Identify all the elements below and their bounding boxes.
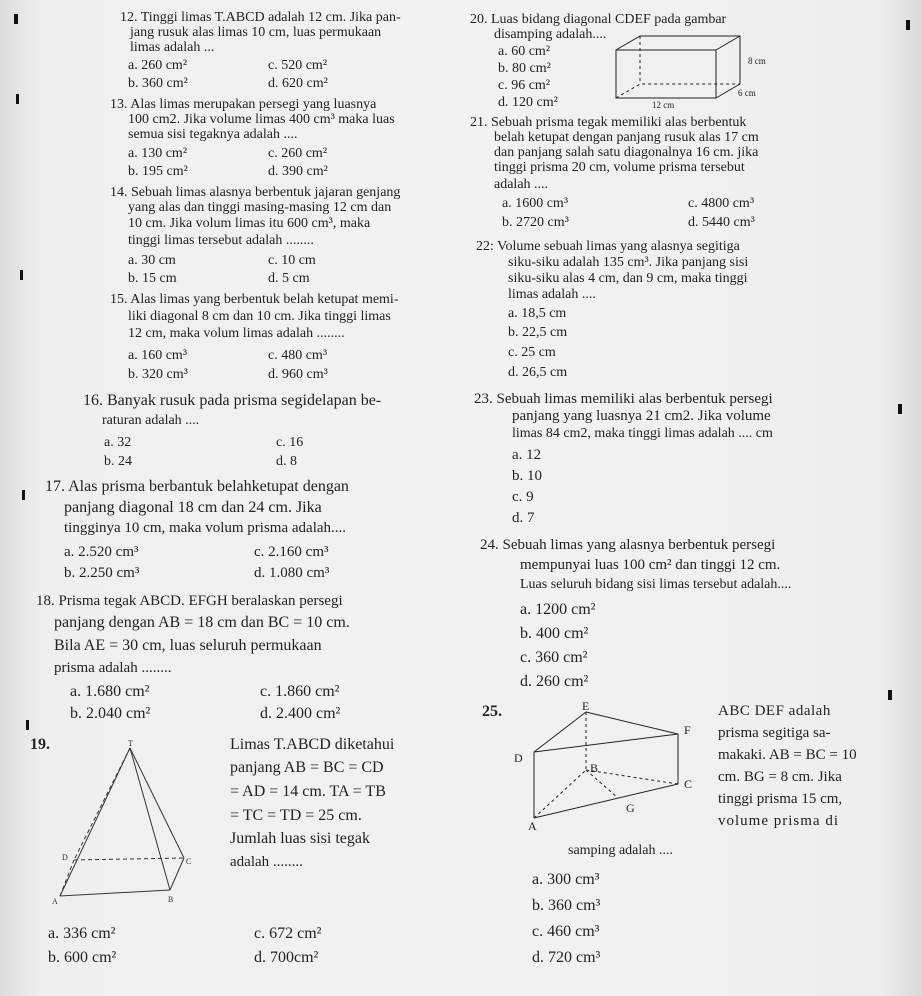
option-c[interactable]: c. 25 cm [508,345,556,360]
left-edge-mark [16,94,19,104]
question-stem: mempunyai luas 100 cm² dan tinggi 12 cm. [520,557,781,573]
question-stem: Bila AE = 30 cm, luas seluruh permukaan [54,637,322,654]
question-stem: dan panjang salah satu diagonalnya 16 cm. jika [494,145,759,160]
option-c[interactable]: c. 480 cm³ [268,348,328,363]
pyramid-figure [44,738,190,908]
question-stem: 17. Alas prisma berbantuk belahketupat dengan [45,478,349,495]
question-number: 25. [482,703,502,720]
option-d[interactable]: d. 26,5 cm [508,365,568,380]
question-stem: limas adalah ... [130,40,215,55]
option-d[interactable]: d. 5 cm [268,271,310,286]
triangular-prism-figure [500,700,718,834]
option-d[interactable]: d. 1.080 cm³ [254,565,330,581]
question-stem: tinggi prisma 15 cm, [718,791,843,807]
option-b[interactable]: b. 10 [512,468,542,484]
question-stem: semua sisi tegaknya adalah .... [128,127,298,142]
option-b[interactable]: b. 2.040 cm² [70,705,151,722]
question-stem: 18. Prisma tegak ABCD. EFGH beralaskan persegi [36,593,343,609]
left-edge-mark [22,490,25,500]
right-edge-mark [906,20,910,30]
question-stem: siku-siku alas 4 cm, dan 9 cm, maka tinggi [508,271,748,286]
option-b[interactable]: b. 360 cm² [128,76,188,91]
question-stem: Luas seluruh bidang sisi limas tersebut adalah.... [520,577,792,592]
length-label: 12 cm [652,100,675,110]
option-c[interactable]: c. 2.160 cm³ [254,544,329,560]
option-a[interactable]: a. 130 cm² [128,146,188,161]
option-c[interactable]: c. 4800 cm³ [688,196,755,211]
label-t: T [128,739,133,748]
question-stem: raturan adalah .... [102,413,200,428]
option-a[interactable]: a. 60 cm² [498,44,551,59]
right-edge-mark [888,690,892,700]
question-stem: 12. Tinggi limas T.ABCD adalah 12 cm. Jika pan- [120,10,401,25]
question-stem: 21. Sebuah prisma tegak memiliki alas berbentuk [470,115,747,130]
label-c: C [684,777,693,791]
option-d[interactable]: d. 120 cm² [498,95,558,110]
height-label: 8 cm [748,56,766,66]
left-edge-mark [26,720,29,730]
question-stem: = TC = TD = 25 cm. [230,807,362,824]
option-a[interactable]: a. 300 cm³ [532,871,600,888]
option-d[interactable]: d. 700cm² [254,949,319,966]
option-b[interactable]: b. 80 cm² [498,61,551,76]
question-stem: 16. Banyak rusuk pada prisma segidelapan be- [83,392,382,409]
question-stem: makaki. AB = BC = 10 [718,747,857,763]
cuboid-figure [600,32,800,110]
question-stem: disamping adalah.... [494,27,607,42]
question-stem: limas adalah .... [508,287,596,302]
question-stem: 22: Volume sebuah limas yang alasnya segitiga [476,239,740,254]
question-stem: 13. Alas limas merupakan persegi yang luasnya [110,97,377,112]
option-b[interactable]: b. 15 cm [128,271,177,286]
option-a[interactable]: a. 32 [104,435,132,450]
option-c[interactable]: c. 9 [512,489,534,505]
option-b[interactable]: b. 400 cm² [520,625,589,642]
label-b: B [590,761,599,775]
option-d[interactable]: d. 2.400 cm² [260,705,341,722]
option-c[interactable]: c. 96 cm² [498,78,551,93]
left-edge-mark [20,270,23,280]
question-stem: samping adalah .... [568,843,673,858]
question-stem: panjang yang luasnya 21 cm2. Jika volume [512,408,771,424]
option-d[interactable]: d. 5440 cm³ [688,215,755,230]
question-stem: prisma segitiga sa- [718,725,831,741]
label-d: D [62,853,68,862]
question-stem: liki diagonal 8 cm dan 10 cm. Jika tinggi limas [128,309,391,324]
option-b[interactable]: b. 22,5 cm [508,325,568,340]
width-label: 6 cm [738,88,756,98]
question-stem: 14. Sebuah limas alasnya berbentuk jajaran genjang [110,185,401,200]
question-stem: volume prisma di [718,813,839,829]
question-stem: panjang diagonal 18 cm dan 24 cm. Jika [64,499,322,516]
option-c[interactable]: c. 1.860 cm² [260,683,340,700]
question-stem: prisma adalah ........ [54,660,172,676]
question-stem: Limas T.ABCD diketahui [230,736,395,753]
label-b: B [168,895,174,904]
option-c[interactable]: c. 10 cm [268,253,316,268]
option-b[interactable]: b. 600 cm² [48,949,117,966]
option-a[interactable]: a. 2.520 cm³ [64,544,139,560]
option-d[interactable]: d. 720 cm³ [532,949,601,966]
option-d[interactable]: d. 260 cm² [520,673,589,690]
option-b[interactable]: b. 2.250 cm³ [64,565,140,581]
option-c[interactable]: c. 16 [276,435,304,450]
option-b[interactable]: b. 360 cm³ [532,897,601,914]
label-a: A [52,897,58,906]
label-e: E [582,699,590,713]
option-a[interactable]: a. 336 cm² [48,925,116,942]
option-b[interactable]: b. 195 cm² [128,164,188,179]
question-stem: ABC DEF adalah [718,703,831,719]
option-c[interactable]: c. 260 cm² [268,146,328,161]
option-c[interactable]: c. 460 cm³ [532,923,600,940]
option-c[interactable]: c. 520 cm² [268,58,328,73]
option-a[interactable]: a. 260 cm² [128,58,188,73]
option-a[interactable]: a. 18,5 cm [508,306,567,321]
question-number: 19. [30,736,50,753]
option-a[interactable]: a. 30 cm [128,253,176,268]
right-edge-mark [898,404,902,414]
option-c[interactable]: c. 360 cm² [520,649,588,666]
option-a[interactable]: a. 1200 cm² [520,601,596,618]
question-stem: cm. BG = 8 cm. Jika [718,769,842,785]
option-b[interactable]: b. 2720 cm³ [502,215,569,230]
option-a[interactable]: a. 1600 cm³ [502,196,569,211]
left-edge-mark [14,14,18,24]
option-b[interactable]: b. 24 [104,454,132,469]
question-stem: tinggi prisma 20 cm, volume prisma tersebut [494,160,745,175]
question-stem: 10 cm. Jika volum limas itu 600 cm³, maka [128,216,371,231]
label-c: C [186,857,192,866]
label-d: D [514,751,523,765]
option-d[interactable]: d. 620 cm² [268,76,328,91]
question-stem: 100 cm2. Jika volume limas 400 cm³ maka luas [128,112,395,127]
label-f: F [684,723,691,737]
question-stem: adalah .... [494,177,549,192]
option-d[interactable]: d. 8 [276,454,297,469]
question-stem: siku-siku adalah 135 cm³. Jika panjang sisi [508,255,749,270]
question-stem: yang alas dan tinggi masing-masing 12 cm dan [128,200,392,215]
option-c[interactable]: c. 672 cm² [254,925,322,942]
option-d[interactable]: d. 7 [512,510,535,526]
option-a[interactable]: a. 12 [512,447,542,463]
question-stem: 20. Luas bidang diagonal CDEF pada gambar [470,12,727,27]
option-d[interactable]: d. 390 cm² [268,164,328,179]
question-stem: 23. Sebuah limas memiliki alas berbentuk persegi [474,391,773,407]
question-stem: Jumlah luas sisi tegak [230,830,370,847]
question-stem: panjang AB = BC = CD [230,759,384,776]
label-g: G [626,801,635,815]
question-stem: panjang dengan AB = 18 cm dan BC = 10 cm. [54,614,350,631]
option-a[interactable]: a. 160 cm³ [128,348,188,363]
option-b[interactable]: b. 320 cm³ [128,367,188,382]
question-stem: tinggi limas tersebut adalah ........ [128,233,314,248]
question-stem: 15. Alas limas yang berbentuk belah ketupat memi- [110,292,399,307]
question-stem: jang rusuk alas limas 10 cm, luas permukaan [130,25,382,40]
question-stem: = AD = 14 cm. TA = TB [230,783,386,800]
option-a[interactable]: a. 1.680 cm² [70,683,150,700]
question-stem: limas 84 cm2, maka tinggi limas adalah .... cm [512,426,773,441]
question-stem: tingginya 10 cm, maka volum prisma adalah.... [64,520,347,536]
question-stem: belah ketupat dengan panjang rusuk alas 17 cm [494,130,759,145]
label-a: A [528,819,537,833]
option-d[interactable]: d. 960 cm³ [268,367,328,382]
question-stem: adalah ........ [230,854,303,870]
question-stem: 12 cm, maka volum limas adalah ........ [128,326,345,341]
question-stem: 24. Sebuah limas yang alasnya berbentuk persegi [480,537,776,553]
